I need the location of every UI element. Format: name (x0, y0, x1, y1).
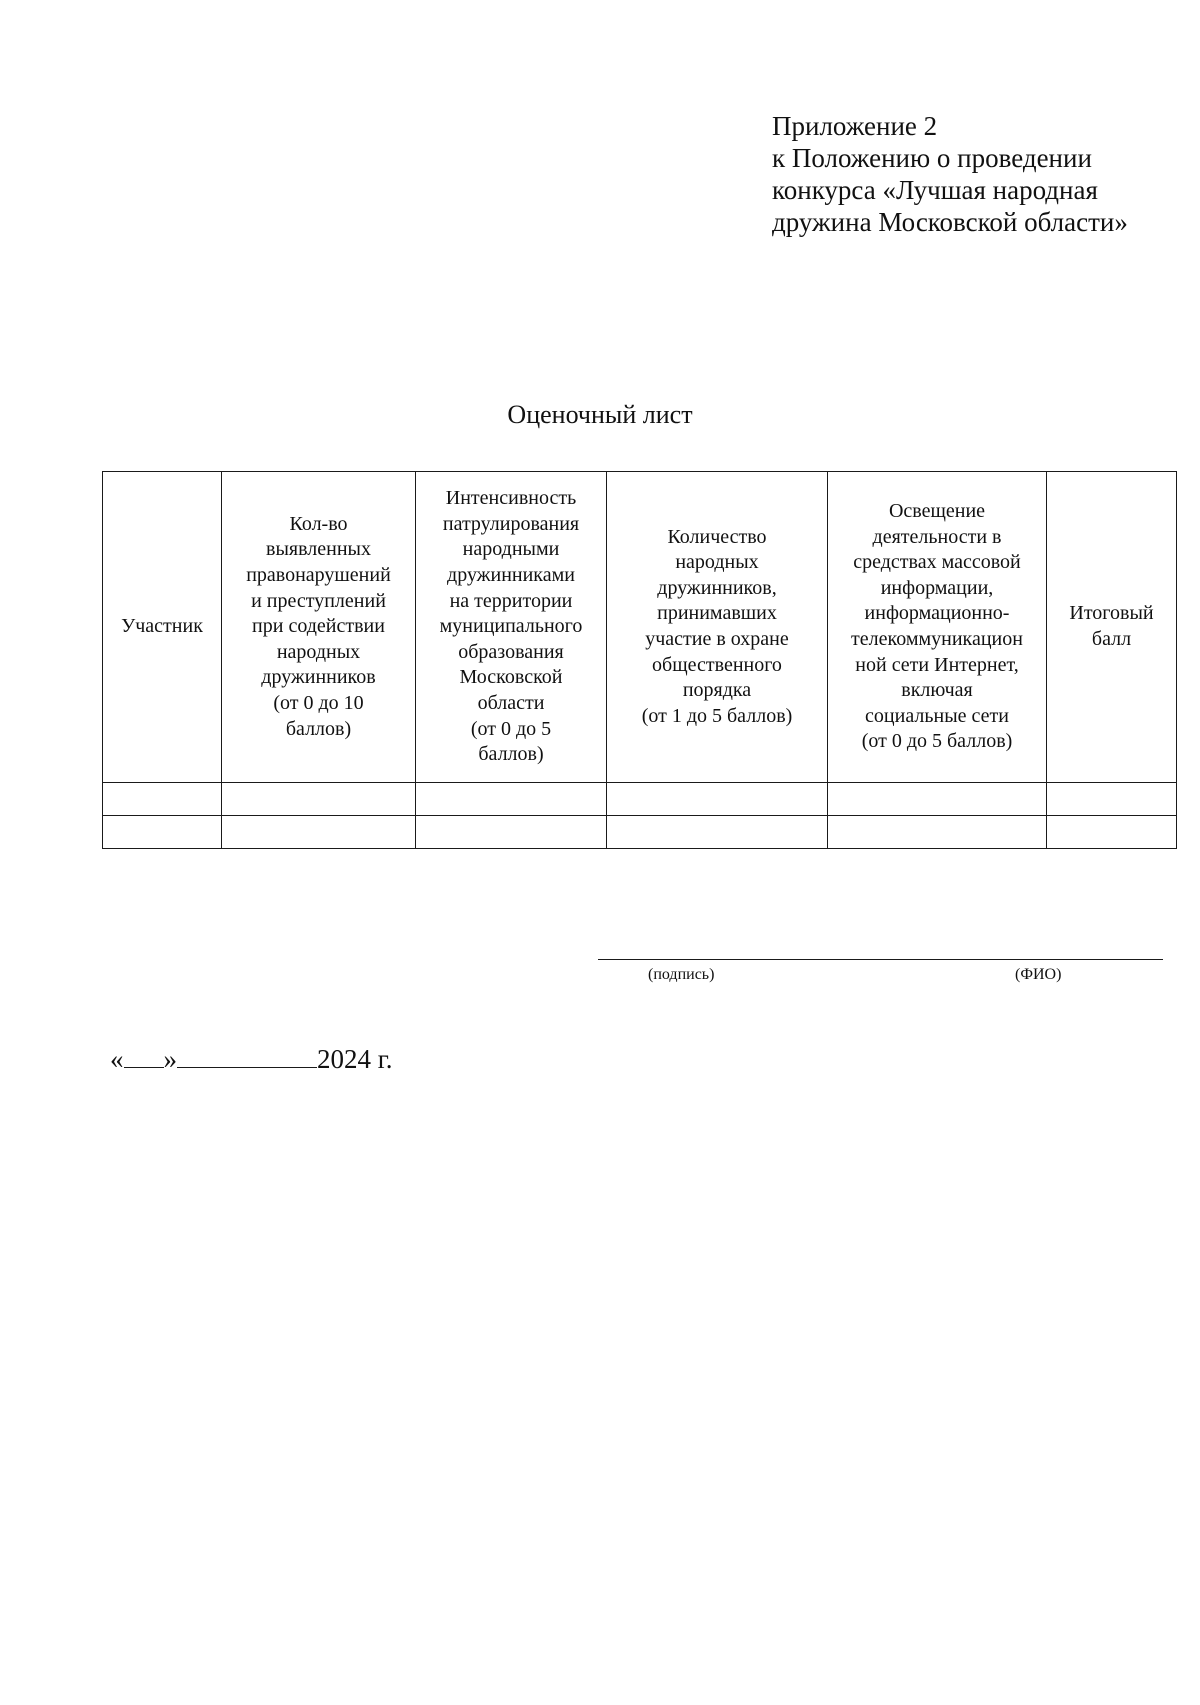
appendix-line-2: к Положению о проведении (772, 143, 1092, 173)
date-year: 2024 г. (317, 1044, 393, 1074)
table-cell (416, 816, 607, 849)
header-participant: Участник (103, 472, 222, 783)
month-blank (177, 1041, 317, 1068)
table-row (103, 816, 1177, 849)
table-cell (1047, 783, 1177, 816)
header-total-score: Итоговый балл (1047, 472, 1177, 783)
evaluation-table (102, 471, 1177, 849)
header-volunteers-count: Количество народных дружинников, принимавших участие в охране общественного порядка (от 1 до 5 баллов) (607, 472, 828, 783)
date-close-quote: » (163, 1044, 177, 1074)
table-cell (828, 816, 1047, 849)
header-patrol-intensity: Интенсивность патрулирования народными дружинниками на территории муниципального образования Московской области (от 0 до 5 баллов) (416, 472, 607, 783)
fio-caption: (ФИО) (1015, 966, 1062, 983)
appendix-line-3: конкурса «Лучшая народная (772, 175, 1098, 205)
date-open-quote: « (110, 1044, 124, 1074)
appendix-line-4: дружина Московской области» (772, 207, 1128, 237)
table-row (103, 783, 1177, 816)
date-line (110, 1041, 393, 1076)
day-blank (124, 1041, 164, 1068)
table-cell (828, 783, 1047, 816)
table-cell (607, 816, 828, 849)
header-media-coverage: Освещение деятельности в средствах массовой информации, информационно- телекоммуникацион ной сети Интернет, включая социальные сети (от 0 до 5 баллов) (828, 472, 1047, 783)
appendix-block (772, 110, 1172, 238)
table-cell (103, 783, 222, 816)
table-cell (222, 783, 416, 816)
table-cell (222, 816, 416, 849)
table-cell (607, 783, 828, 816)
table-header-row (103, 472, 1177, 783)
table-cell (1047, 816, 1177, 849)
header-offenses-count: Кол-во выявленных правонарушений и преступлений при содействии народных дружинников (от 0 до 10 баллов) (222, 472, 416, 783)
table-cell (416, 783, 607, 816)
appendix-line-1: Приложение 2 (772, 111, 938, 141)
document-title: Оценочный лист (507, 400, 693, 429)
signature-line (598, 959, 1163, 960)
signature-caption: (подпись) (648, 966, 715, 983)
table-cell (103, 816, 222, 849)
